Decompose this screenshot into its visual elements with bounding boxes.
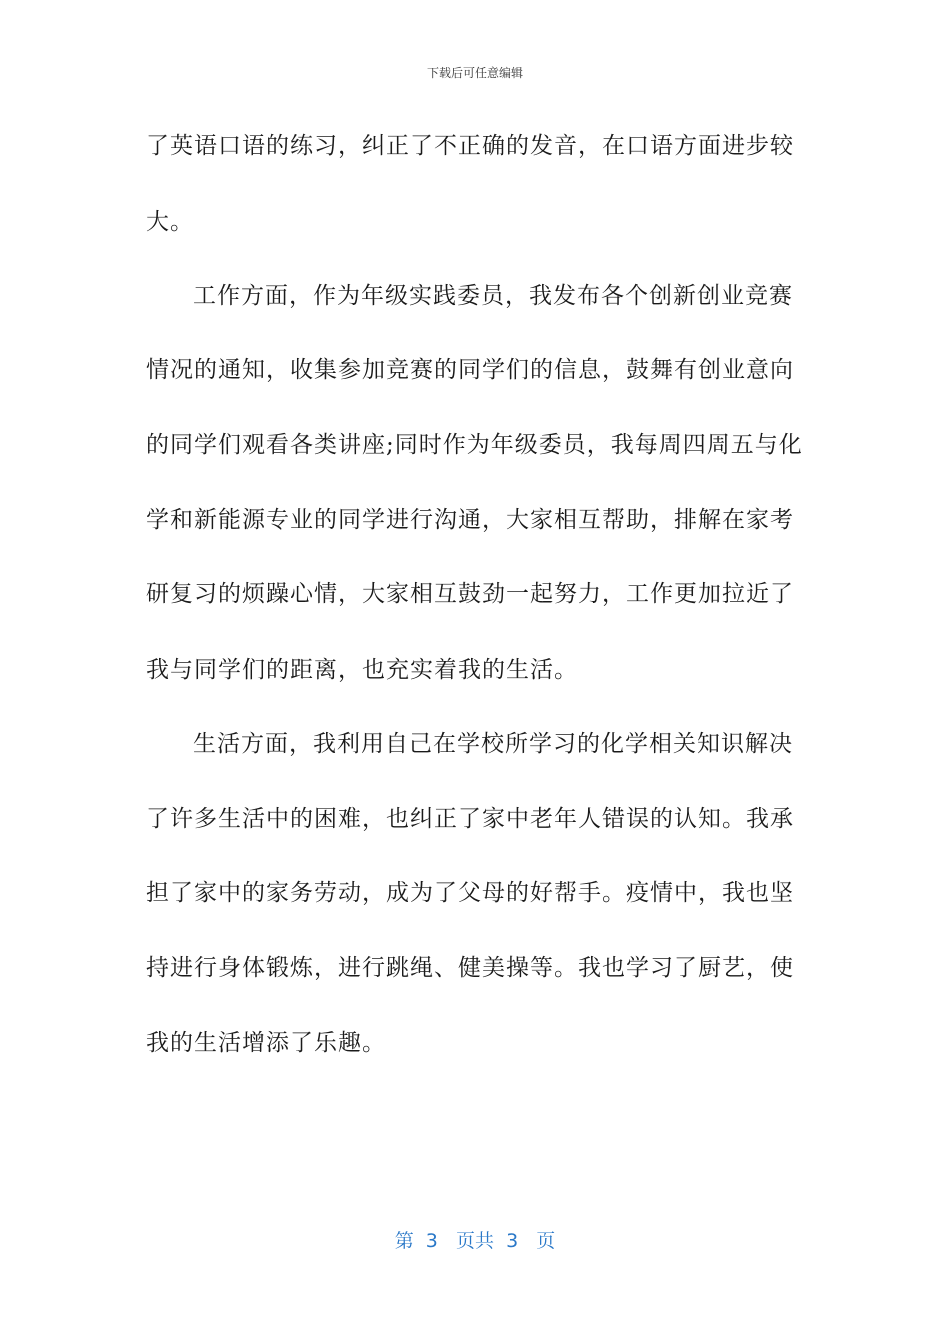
page-header-note: 下载后可任意编辑 [426,66,523,80]
body-line: 我与同学们的距离，也充实着我的生活。 [146,657,578,683]
body-line: 情况的通知，收集参加竞赛的同学们的信息，鼓舞有创业意向 [146,357,794,383]
body-line: 了许多生活中的困难，也纠正了家中老年人错误的认知。我承 [146,806,794,832]
body-line: 的同学们观看各类讲座;同时作为年级委员，我每周四周五与化 [146,432,803,458]
body-line: 工作方面，作为年级实践委员，我发布各个创新创业竞赛 [193,283,793,309]
body-line: 持进行身体锻炼，进行跳绳、健美操等。我也学习了厨艺，使 [146,955,794,981]
body-line: 了英语口语的练习，纠正了不正确的发音，在口语方面进步较 [146,133,794,159]
body-line: 担了家中的家务劳动，成为了父母的好帮手。疫情中，我也坚 [146,880,794,906]
body-line: 我的生活增添了乐趣。 [146,1030,386,1056]
page-number: 第 3 页共 3 页 [394,1230,556,1252]
body-line: 生活方面，我利用自己在学校所学习的化学相关知识解决 [193,731,793,757]
body-line: 大。 [146,209,194,235]
body-line: 研复习的烦躁心情，大家相互鼓劲一起努力，工作更加拉近了 [146,581,794,607]
body-line: 学和新能源专业的同学进行沟通，大家相互帮助，排解在家考 [146,507,794,533]
